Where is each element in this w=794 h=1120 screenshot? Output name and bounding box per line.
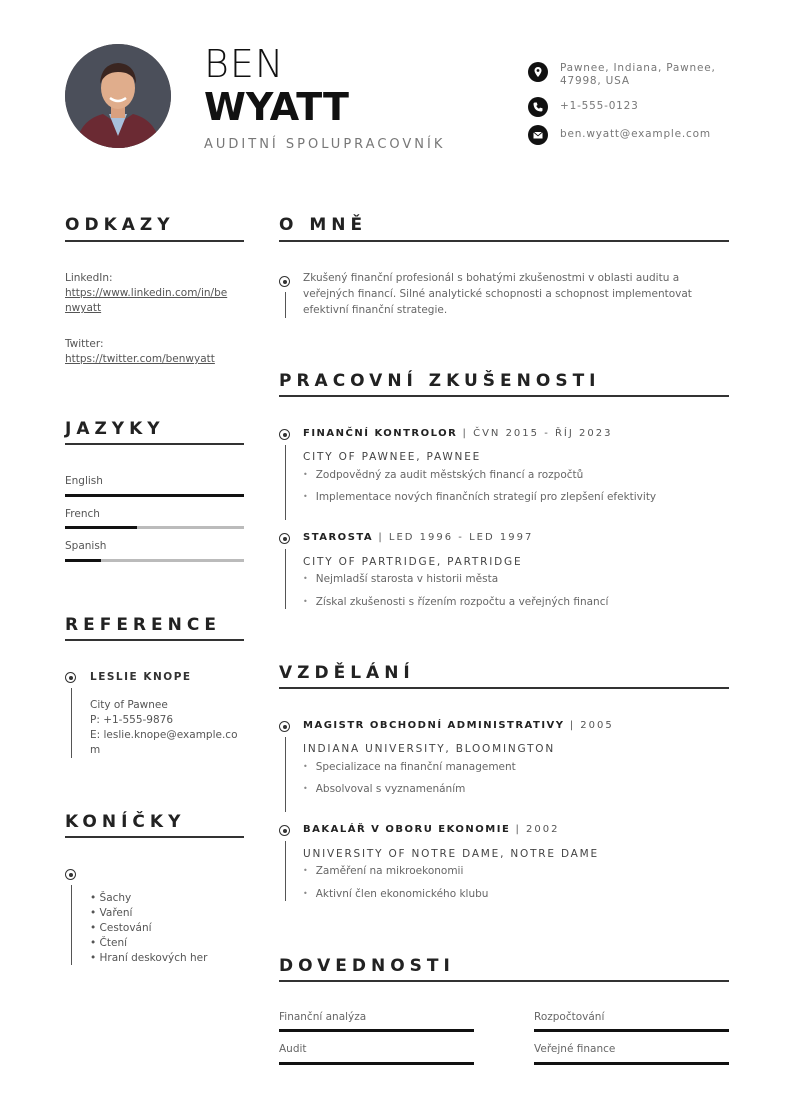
target-dot-icon	[279, 825, 290, 836]
section-divider	[279, 395, 729, 397]
reference-email: E: leslie.knope@example.co	[90, 729, 238, 741]
twitter-link[interactable]: https://twitter.com/benwyatt	[65, 353, 215, 365]
target-dot-icon	[279, 533, 290, 544]
degree-year: | 2002	[510, 824, 560, 835]
skill-name: Rozpočtování	[534, 1011, 605, 1023]
contact-email	[528, 125, 728, 145]
phone-icon	[528, 97, 548, 117]
contact-address	[528, 62, 728, 88]
last-name: WYATT	[204, 85, 349, 129]
education-bullet: • Specializace na finanční management	[303, 761, 516, 773]
timeline-line	[71, 885, 72, 965]
section-divider	[65, 240, 244, 242]
linkedin-link-cont[interactable]: nwyatt	[65, 302, 102, 314]
skill-name: Veřejné finance	[534, 1043, 616, 1055]
section-title-experience: PRACOVNÍ ZKUŠENOSTI	[279, 371, 601, 391]
linkedin-label: LinkedIn:	[65, 272, 113, 284]
target-dot-icon	[279, 721, 290, 732]
email-text[interactable]: ben.wyatt@example.com	[560, 128, 711, 140]
job-title: AUDITNÍ SPOLUPRACOVNÍK	[204, 137, 446, 152]
about-line: efektivní finanční strategie.	[303, 304, 448, 316]
reference-details	[90, 698, 245, 758]
job-bullet: • Implementace nových finančních strategií pro zlepšení efektivity	[303, 491, 656, 503]
profile-photo	[65, 44, 171, 148]
linkedin-link[interactable]: https://www.linkedin.com/in/be	[65, 287, 228, 299]
target-dot-icon	[279, 429, 290, 440]
hobby-item: • Hraní deskových her	[90, 952, 208, 964]
degree-year: | 2005	[564, 720, 614, 731]
section-title-links: ODKAZY	[65, 215, 175, 235]
degree-heading	[303, 720, 614, 731]
twitter-label: Twitter:	[65, 338, 104, 350]
skill-name: Audit	[279, 1043, 307, 1055]
job-dates: | ČVN 2015 - ŘÍJ 2023	[457, 428, 613, 439]
company-name: CITY OF PARTRIDGE, PARTRIDGE	[303, 556, 523, 568]
reference-org: City of Pawnee	[90, 699, 168, 711]
skill-bar	[279, 1062, 474, 1065]
twitter-block	[65, 337, 245, 367]
location-pin-icon	[528, 62, 548, 82]
language-level-fill	[65, 559, 101, 562]
job-heading	[303, 532, 533, 543]
school-name: INDIANA UNIVERSITY, BLOOMINGTON	[303, 743, 556, 755]
job-role: STAROSTA	[303, 532, 374, 543]
phone-text[interactable]: +1-555-0123	[560, 100, 639, 112]
education-bullet: • Zaměření na mikroekonomii	[303, 865, 463, 877]
hobby-item: • Cestování	[90, 922, 152, 934]
section-divider	[279, 687, 729, 689]
job-bullet: • Získal zkušenosti s řízením rozpočtu a veřejných financí	[303, 596, 608, 608]
language-level-bar	[65, 559, 244, 562]
section-divider	[65, 443, 244, 445]
job-heading	[303, 428, 612, 439]
degree-heading	[303, 824, 559, 835]
language-level-fill	[65, 526, 137, 529]
hobby-item: • Vaření	[90, 907, 133, 919]
hobby-item: • Šachy	[90, 892, 132, 904]
section-divider	[279, 980, 729, 982]
school-name: UNIVERSITY OF NOTRE DAME, NOTRE DAME	[303, 848, 599, 860]
target-dot-icon	[65, 869, 76, 880]
skill-bar	[534, 1062, 729, 1065]
section-title-languages: JAZYKY	[65, 419, 165, 439]
target-dot-icon	[279, 276, 290, 287]
envelope-icon	[528, 125, 548, 145]
section-title-hobbies: KONÍČKY	[65, 812, 186, 832]
hobby-list	[90, 891, 207, 966]
reference-phone: P: +1-555-9876	[90, 714, 174, 726]
language-level-bar	[65, 494, 244, 497]
timeline-line	[285, 445, 286, 520]
about-line: Zkušený finanční profesionál s bohatými zkušenostmi v oblasti auditu a	[303, 272, 680, 284]
job-bullet: • Zodpovědný za audit městských financí a rozpočtů	[303, 469, 583, 481]
timeline-line	[285, 841, 286, 901]
job-role: FINANČNÍ KONTROLOR	[303, 428, 458, 439]
degree-name: BAKALÁŘ V OBORU EKONOMIE	[303, 824, 511, 835]
section-divider	[279, 240, 729, 242]
degree-name: MAGISTR OBCHODNÍ ADMINISTRATIVY	[303, 720, 565, 731]
about-line: veřejných financí. Silné analytické schopnosti a schopnost implementovat	[303, 288, 692, 300]
timeline-line	[285, 737, 286, 812]
about-text	[303, 270, 733, 318]
target-dot-icon	[65, 672, 76, 683]
linkedin-block	[65, 271, 245, 316]
section-title-references: REFERENCE	[65, 615, 221, 635]
skill-name: Finanční analýza	[279, 1011, 367, 1023]
contact-phone	[528, 97, 728, 117]
job-dates: | LED 1996 - LED 1997	[373, 532, 534, 543]
section-divider	[65, 836, 244, 838]
company-name: CITY OF PAWNEE, PAWNEE	[303, 451, 482, 463]
timeline-line	[285, 549, 286, 609]
section-title-skills: DOVEDNOSTI	[279, 956, 455, 976]
language-name: English	[65, 475, 103, 487]
reference-email-cont: m	[90, 744, 101, 756]
timeline-line	[71, 688, 72, 758]
first-name: BEN	[204, 42, 285, 86]
reference-name: LESLIE KNOPE	[90, 671, 192, 683]
education-bullet: • Absolvoval s vyznamenáním	[303, 783, 465, 795]
section-divider	[65, 639, 244, 641]
timeline-line	[285, 292, 286, 318]
section-title-about: O MNĚ	[279, 215, 368, 235]
address-text: Pawnee, Indiana, Pawnee, 47998, USA	[560, 62, 716, 87]
language-level-fill	[65, 494, 244, 497]
language-name: French	[65, 508, 100, 520]
hobby-item: • Čtení	[90, 937, 128, 949]
language-level-bar	[65, 526, 244, 529]
job-bullet: • Nejmladší starosta v historii města	[303, 573, 498, 585]
skill-bar	[279, 1029, 474, 1032]
section-title-education: VZDĚLÁNÍ	[279, 663, 415, 683]
language-name: Spanish	[65, 540, 107, 552]
education-bullet: • Aktivní člen ekonomického klubu	[303, 888, 488, 900]
skill-bar	[534, 1029, 729, 1032]
